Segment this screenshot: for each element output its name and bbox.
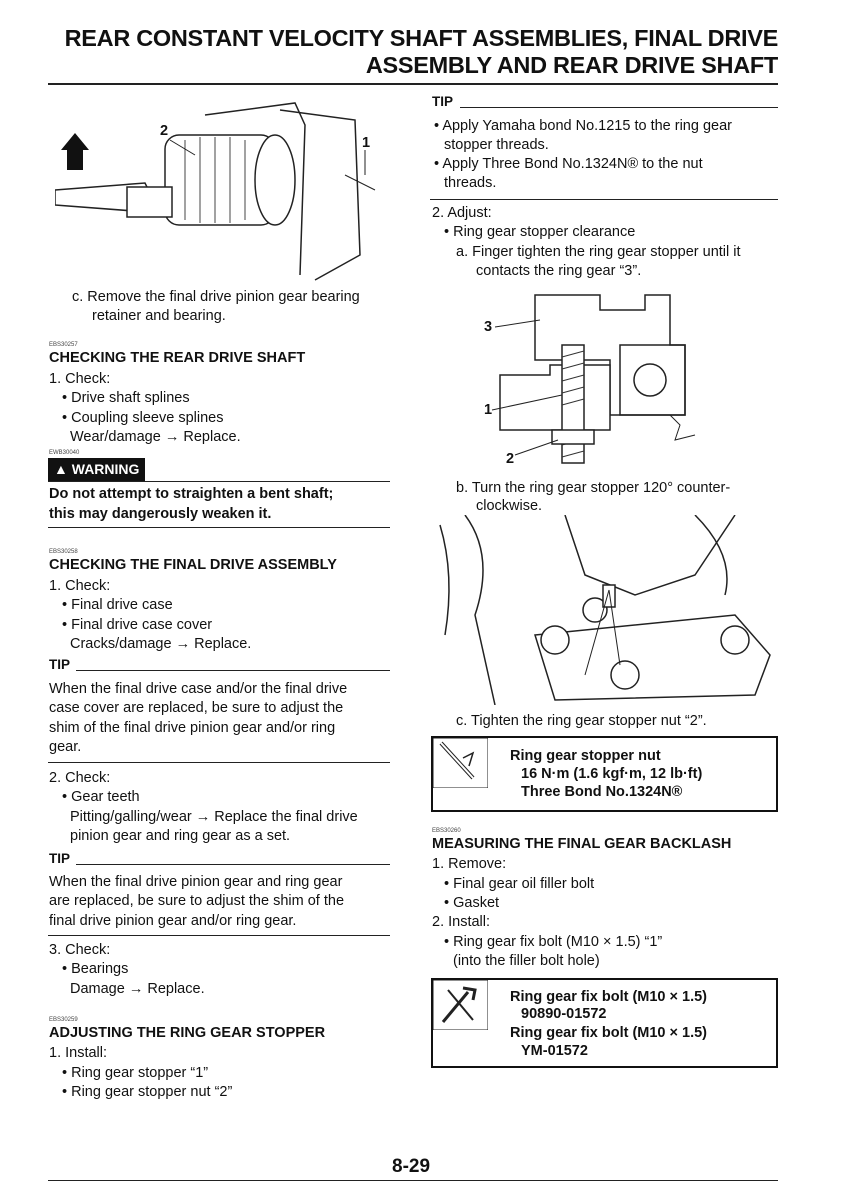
step-text: Wear/damage → Replace. <box>70 429 241 445</box>
tip-text: final drive pinion gear and/or ring gear. <box>49 913 297 929</box>
step-text: pinion gear and ring gear as a set. <box>70 828 291 844</box>
bullet-text: Final drive case <box>71 597 173 613</box>
bullet-text: Ring gear stopper “1” <box>71 1065 209 1081</box>
bullet-item: • Final drive case cover <box>62 617 213 633</box>
warning-text-line2: this may dangerously weaken it. <box>49 506 272 522</box>
fig2-label-3: 3 <box>484 319 493 335</box>
tip-end-rule <box>430 199 778 200</box>
bullet-text: Ring gear stopper nut “2” <box>71 1084 233 1100</box>
bullet-item: • Gasket <box>444 895 500 911</box>
bullet-item: • Ring gear stopper clearance <box>444 224 636 240</box>
pinion-bearing-removal-illustration <box>55 95 390 285</box>
step-text: a. Finger tighten the ring gear stopper until it <box>456 244 741 260</box>
bullet-text: Drive shaft splines <box>71 390 190 406</box>
torque-wrench-icon <box>433 738 488 788</box>
torque-value: 16 N·m (1.6 kgf·m, 12 lb·ft) <box>521 766 703 782</box>
tip-text: are replaced, be sure to adjust the shim of the <box>49 893 345 909</box>
step-c-line2: retainer and bearing. <box>92 308 226 324</box>
fig2-label-1: 1 <box>484 402 493 418</box>
tip-text: When the final drive case and/or the final drive <box>49 681 348 697</box>
bullet-text: Gasket <box>453 895 500 911</box>
warning-triangle-icon: ▲ <box>54 461 68 477</box>
step-text: b. Turn the ring gear stopper 120° counter- <box>456 480 731 496</box>
bullet-text: Apply Yamaha bond No.1215 to the ring gear <box>442 118 732 134</box>
fig1-label-2: 2 <box>160 123 169 139</box>
step-text: Cracks/damage → Replace. <box>70 636 252 652</box>
step-text: (into the filler bolt hole) <box>453 953 600 969</box>
step-text: 2. Install: <box>432 914 491 930</box>
section-heading-rear-drive-shaft: CHECKING THE REAR DRIVE SHAFT <box>49 350 306 366</box>
bullet-item: • Ring gear stopper nut “2” <box>62 1084 233 1100</box>
title-rule <box>48 83 778 85</box>
bullet-item: • Apply Three Bond No.1324N® to the nut <box>434 156 703 172</box>
tip-end-rule <box>48 935 390 936</box>
step-text: 1. Check: <box>49 578 111 594</box>
footer-rule <box>48 1180 778 1181</box>
section-code: EBS30260 <box>432 828 461 834</box>
warning-code: EWB30040 <box>49 450 80 456</box>
step-text: Pitting/galling/wear → Replace the final drive <box>70 809 358 825</box>
tool-number-2: YM-01572 <box>521 1043 588 1059</box>
bullet-item: • Apply Yamaha bond No.1215 to the ring gear <box>434 118 732 134</box>
warning-badge <box>48 458 145 481</box>
bullet-item: • Final gear oil filler bolt <box>444 876 595 892</box>
bullet-item: • Ring gear stopper “1” <box>62 1065 209 1081</box>
fig1-label-1: 1 <box>362 135 371 151</box>
bullet-item: • Drive shaft splines <box>62 390 190 406</box>
section-heading-final-gear-backlash: MEASURING THE FINAL GEAR BACKLASH <box>432 836 732 852</box>
ring-gear-stopper-illustration <box>470 285 720 470</box>
tip-text: case cover are replaced, be sure to adjust the <box>49 700 344 716</box>
tip-label: TIP <box>49 851 71 866</box>
step-text: clockwise. <box>476 498 543 514</box>
bullet-text: Ring gear fix bolt (M10 × 1.5) “1” <box>453 934 663 950</box>
tip-text: gear. <box>49 739 82 755</box>
tool-name-2: Ring gear fix bolt (M10 × 1.5) <box>510 1025 707 1041</box>
tip-rule <box>76 864 390 865</box>
section-code: EBS30259 <box>49 1017 78 1023</box>
section-code: EBS30257 <box>49 342 78 348</box>
page-number: 8-29 <box>392 1156 431 1177</box>
bullet-item: • Coupling sleeve splines <box>62 410 224 426</box>
special-tool-icon <box>433 980 488 1030</box>
step-text: 2. Adjust: <box>432 205 492 221</box>
tool-number-1: 90890-01572 <box>521 1006 607 1022</box>
final-drive-case-illustration <box>435 515 775 705</box>
bullet-text: Coupling sleeve splines <box>71 410 224 426</box>
page-title-line1: REAR CONSTANT VELOCITY SHAFT ASSEMBLIES, FINAL DRIVE <box>64 25 778 51</box>
torque-sealant: Three Bond No.1324N® <box>521 784 683 800</box>
tip-rule <box>76 670 390 671</box>
tip-text: threads. <box>444 175 497 191</box>
bullet-item: • Bearings <box>62 961 129 977</box>
tip-text: When the final drive pinion gear and ring gear <box>49 874 343 890</box>
step-text: 1. Install: <box>49 1045 108 1061</box>
step-text: contacts the ring gear “3”. <box>476 263 642 279</box>
step-text: 1. Check: <box>49 371 111 387</box>
fig2-label-2: 2 <box>506 451 515 467</box>
tip-text: shim of the final drive pinion gear and/or ring <box>49 720 336 736</box>
bullet-text: Bearings <box>71 961 129 977</box>
bullet-text: Final drive case cover <box>71 617 213 633</box>
bullet-item: • Gear teeth <box>62 789 140 805</box>
section-code: EBS30258 <box>49 549 78 555</box>
tip-label: TIP <box>432 94 454 109</box>
warning-label: WARNING <box>71 461 140 477</box>
torque-part-name: Ring gear stopper nut <box>510 748 661 764</box>
warning-text-line1: Do not attempt to straighten a bent shaft; <box>49 486 334 502</box>
step-text: 2. Check: <box>49 770 111 786</box>
bullet-text: Apply Three Bond No.1324N® to the nut <box>442 156 703 172</box>
bullet-item: • Final drive case <box>62 597 173 613</box>
bullet-item: • Ring gear fix bolt (M10 × 1.5) “1” <box>444 934 663 950</box>
warning-end-rule <box>48 527 390 528</box>
bullet-text: Gear teeth <box>71 789 140 805</box>
tool-name-1: Ring gear fix bolt (M10 × 1.5) <box>510 989 707 1005</box>
step-text: 1. Remove: <box>432 856 507 872</box>
section-heading-ring-gear-stopper: ADJUSTING THE RING GEAR STOPPER <box>49 1025 326 1041</box>
tip-text: stopper threads. <box>444 137 549 153</box>
bullet-text: Ring gear stopper clearance <box>453 224 636 240</box>
tip-end-rule <box>48 762 390 763</box>
step-text: c. Tighten the ring gear stopper nut “2”. <box>456 713 707 729</box>
step-text: 3. Check: <box>49 942 111 958</box>
tip-label: TIP <box>49 657 71 672</box>
step-c-line1: c. Remove the final drive pinion gear bearing <box>72 289 360 305</box>
section-heading-final-drive-assembly: CHECKING THE FINAL DRIVE ASSEMBLY <box>49 557 337 573</box>
page-title-line2: ASSEMBLY AND REAR DRIVE SHAFT <box>365 52 778 78</box>
step-text: Damage → Replace. <box>70 981 205 997</box>
warning-rule <box>48 481 390 482</box>
tip-rule <box>460 107 778 108</box>
bullet-text: Final gear oil filler bolt <box>453 876 595 892</box>
